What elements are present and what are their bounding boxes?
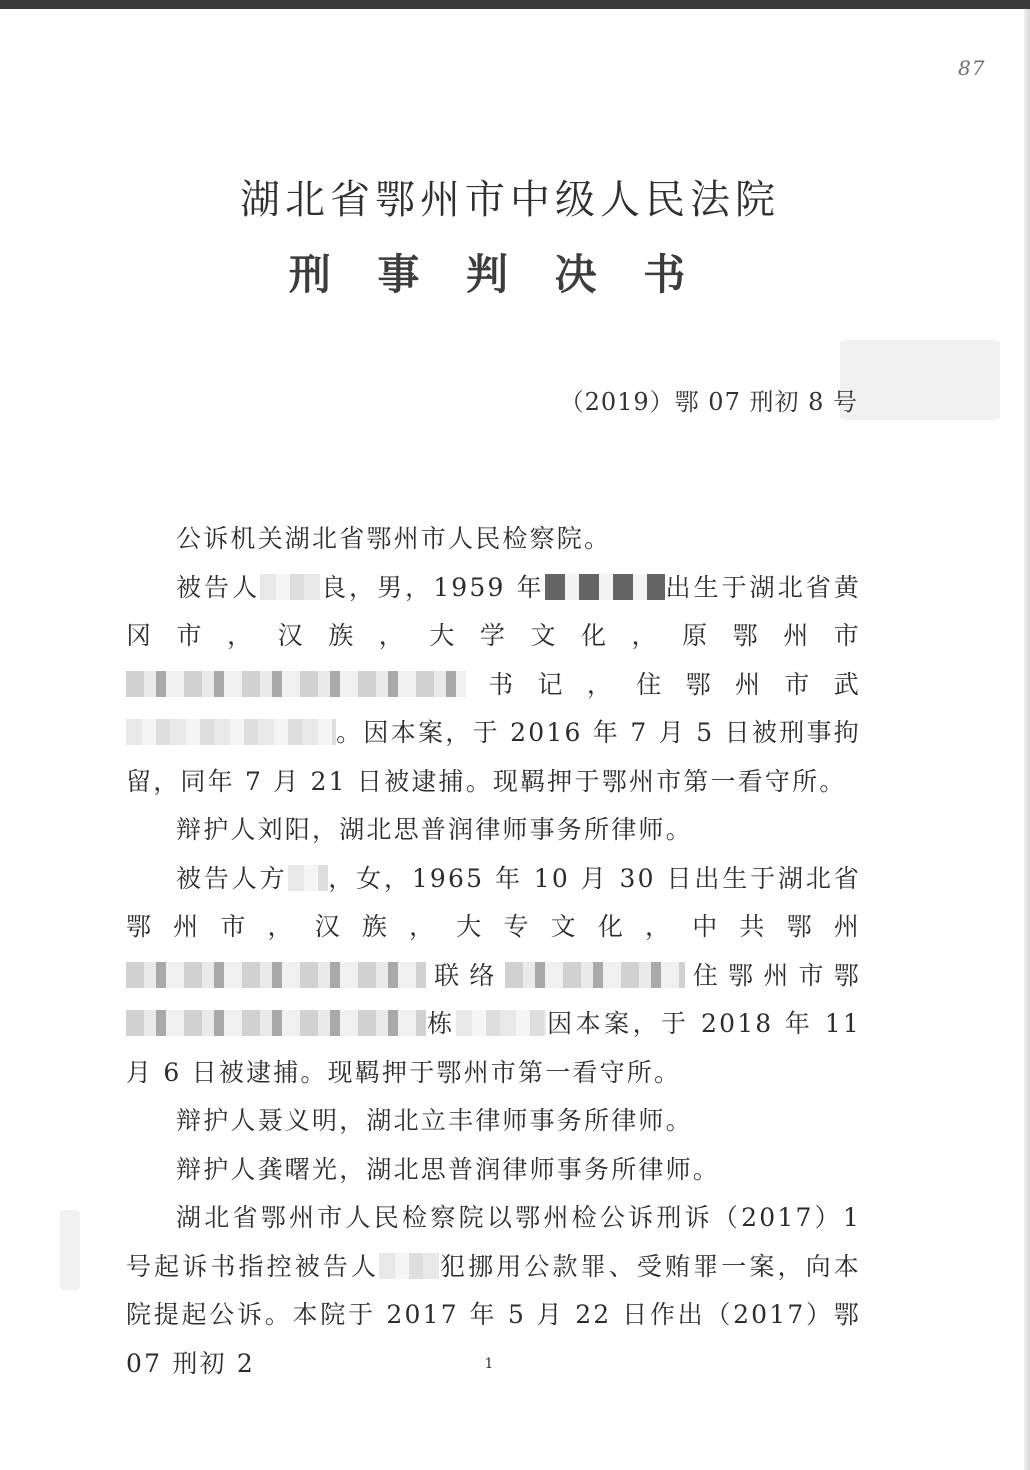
scan-smudge bbox=[840, 340, 1000, 420]
text-segment: 出生于湖北省黄冈市，汉族，大学文化，原鄂州市 bbox=[126, 572, 862, 650]
text-segment: 被告人方 bbox=[176, 863, 288, 893]
redaction-mark bbox=[456, 1010, 546, 1036]
text-segment: 书记，住鄂州市武 bbox=[466, 669, 861, 699]
redaction-mark bbox=[126, 1010, 426, 1036]
defender-2-paragraph: 辩护人聂义明，湖北立丰律师事务所律师。 bbox=[176, 1106, 693, 1135]
redaction-mark bbox=[505, 962, 685, 988]
scan-top-border bbox=[0, 0, 1030, 9]
redaction-mark bbox=[288, 865, 328, 891]
text-segment: 被告人 bbox=[176, 572, 261, 602]
redaction-mark bbox=[545, 574, 665, 600]
defender-1-paragraph: 辩护人刘阳，湖北思普润律师事务所律师。 bbox=[176, 815, 693, 844]
text-segment: 住鄂州市鄂 bbox=[684, 960, 861, 990]
handwritten-page-number: 87 bbox=[958, 56, 986, 80]
text-segment: ，女，1965 年 10 月 30 日出生于湖北省鄂州市，汉族，大专文化，中共鄂州 bbox=[126, 863, 861, 941]
text-segment: 栋 bbox=[426, 1009, 456, 1038]
redaction-mark bbox=[126, 962, 426, 988]
redaction-mark bbox=[126, 719, 336, 745]
document-title: 刑 事 判 决 书 bbox=[288, 250, 702, 299]
case-number: （2019）鄂 07 刑初 8 号 bbox=[559, 388, 858, 416]
page-footer-number: 1 bbox=[484, 1356, 494, 1372]
redaction-mark bbox=[379, 1253, 439, 1279]
redaction-mark bbox=[126, 671, 466, 697]
court-title: 湖北省鄂州市中级人民法院 bbox=[240, 177, 780, 223]
text-segment: 因本案，于 2018 年 11 月 6 日被逮捕。现羁押于鄂州市第一看守所。 bbox=[126, 1009, 862, 1087]
text-segment: 犯挪用公款罪、受贿罪一案，向本院提起公诉。本院于 2017 年 5 月 22 日作出（2017）鄂 07 刑初 2 bbox=[126, 1251, 861, 1378]
scan-smudge bbox=[60, 1210, 80, 1290]
text-segment: 。因本案，于 2016 年 7 月 5 日被刑事拘留，同年 7 月 21 日被逮捕。现羁押于鄂州市第一看守所。 bbox=[126, 718, 861, 796]
defender-3-paragraph: 辩护人龚曙光，湖北思普润律师事务所律师。 bbox=[176, 1154, 721, 1184]
defendant-2-paragraph bbox=[126, 855, 861, 1098]
text-segment: 良，男，1959 年 bbox=[320, 572, 545, 602]
defendant-1-paragraph bbox=[126, 564, 861, 807]
prosecutor-paragraph: 公诉机关湖北省鄂州市人民检察院。 bbox=[176, 524, 612, 553]
text-segment: 湖北省鄂州市人民检察院以鄂州检公诉刑诉（2017）1 号起诉书指控被告人 bbox=[126, 1203, 861, 1281]
scan-page-edge bbox=[1024, 9, 1030, 1470]
redaction-mark bbox=[260, 574, 320, 600]
judgment-body bbox=[126, 515, 861, 1388]
text-segment: 联络 bbox=[426, 960, 505, 990]
